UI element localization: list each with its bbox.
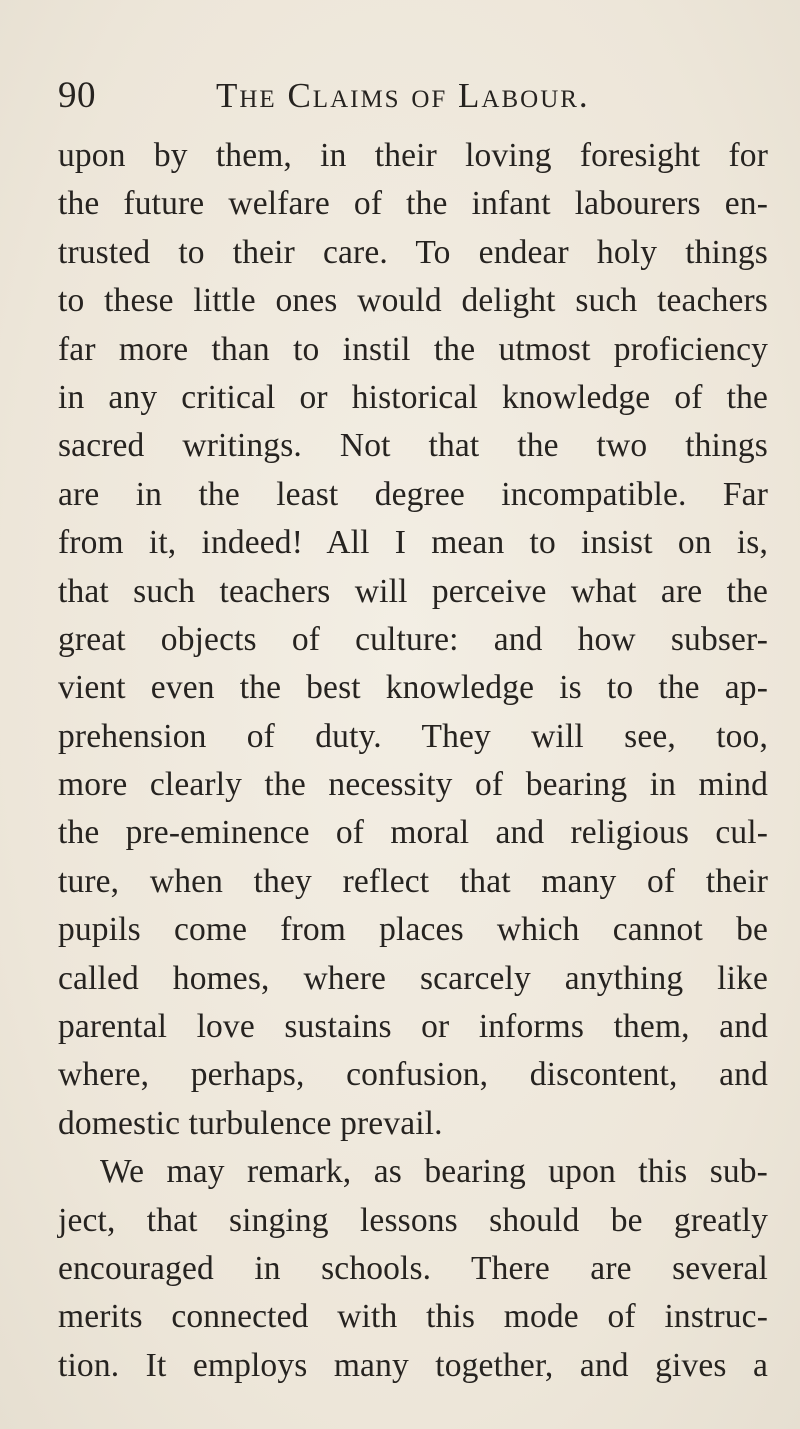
text-line: more clearly the necessity of bearing in mind xyxy=(58,766,768,804)
text-line: called homes, where scarcely anything like xyxy=(58,959,768,997)
text-line: tion. It employs many together, and gives a xyxy=(58,1346,768,1384)
text-line: that such teachers will perceive what are the xyxy=(58,572,768,610)
text-line: to these little ones would delight such teachers xyxy=(58,282,768,320)
text-line: pupils come from places which cannot be xyxy=(58,911,768,949)
text-line: from it, indeed! All I mean to insist on is, xyxy=(58,524,768,562)
paragraph-end-line: domestic turbulence prevail. xyxy=(58,1104,443,1142)
text-line: upon by them, in their loving foresight for xyxy=(58,137,768,174)
text-line: merits connected with this mode of instruc- xyxy=(58,1298,768,1336)
page-number: 90 xyxy=(58,75,96,116)
text-line: vient even the best knowledge is to the ap- xyxy=(58,669,768,707)
text-line: trusted to their care. To endear holy things xyxy=(58,233,768,271)
text-line: far more than to instil the utmost proficiency xyxy=(58,330,768,368)
text-line: ture, when they reflect that many of their xyxy=(58,862,768,900)
text-line: great objects of culture: and how subser- xyxy=(58,620,768,658)
running-head: The Claims of Labour. xyxy=(216,76,590,115)
text-line: the pre-eminence of moral and religious cul- xyxy=(58,814,768,852)
text-line: are in the least degree incompatible. Far xyxy=(58,475,768,513)
text-line: the future welfare of the infant labourers en- xyxy=(58,185,768,223)
text-line: parental love sustains or informs them, and xyxy=(58,1008,768,1046)
text-line: prehension of duty. They will see, too, xyxy=(58,717,768,755)
paragraph-start-line: We may remark, as bearing upon this sub- xyxy=(100,1153,768,1191)
text-line: where, perhaps, confusion, discontent, and xyxy=(58,1056,768,1094)
body-text xyxy=(58,132,768,1390)
page-header xyxy=(58,72,742,132)
text-line: encouraged in schools. There are several xyxy=(58,1249,768,1287)
text-line: in any critical or historical knowledge of the xyxy=(58,378,768,416)
text-line: sacred writings. Not that the two things xyxy=(58,427,768,465)
text-line: ject, that singing lessons should be greatly xyxy=(58,1201,768,1239)
